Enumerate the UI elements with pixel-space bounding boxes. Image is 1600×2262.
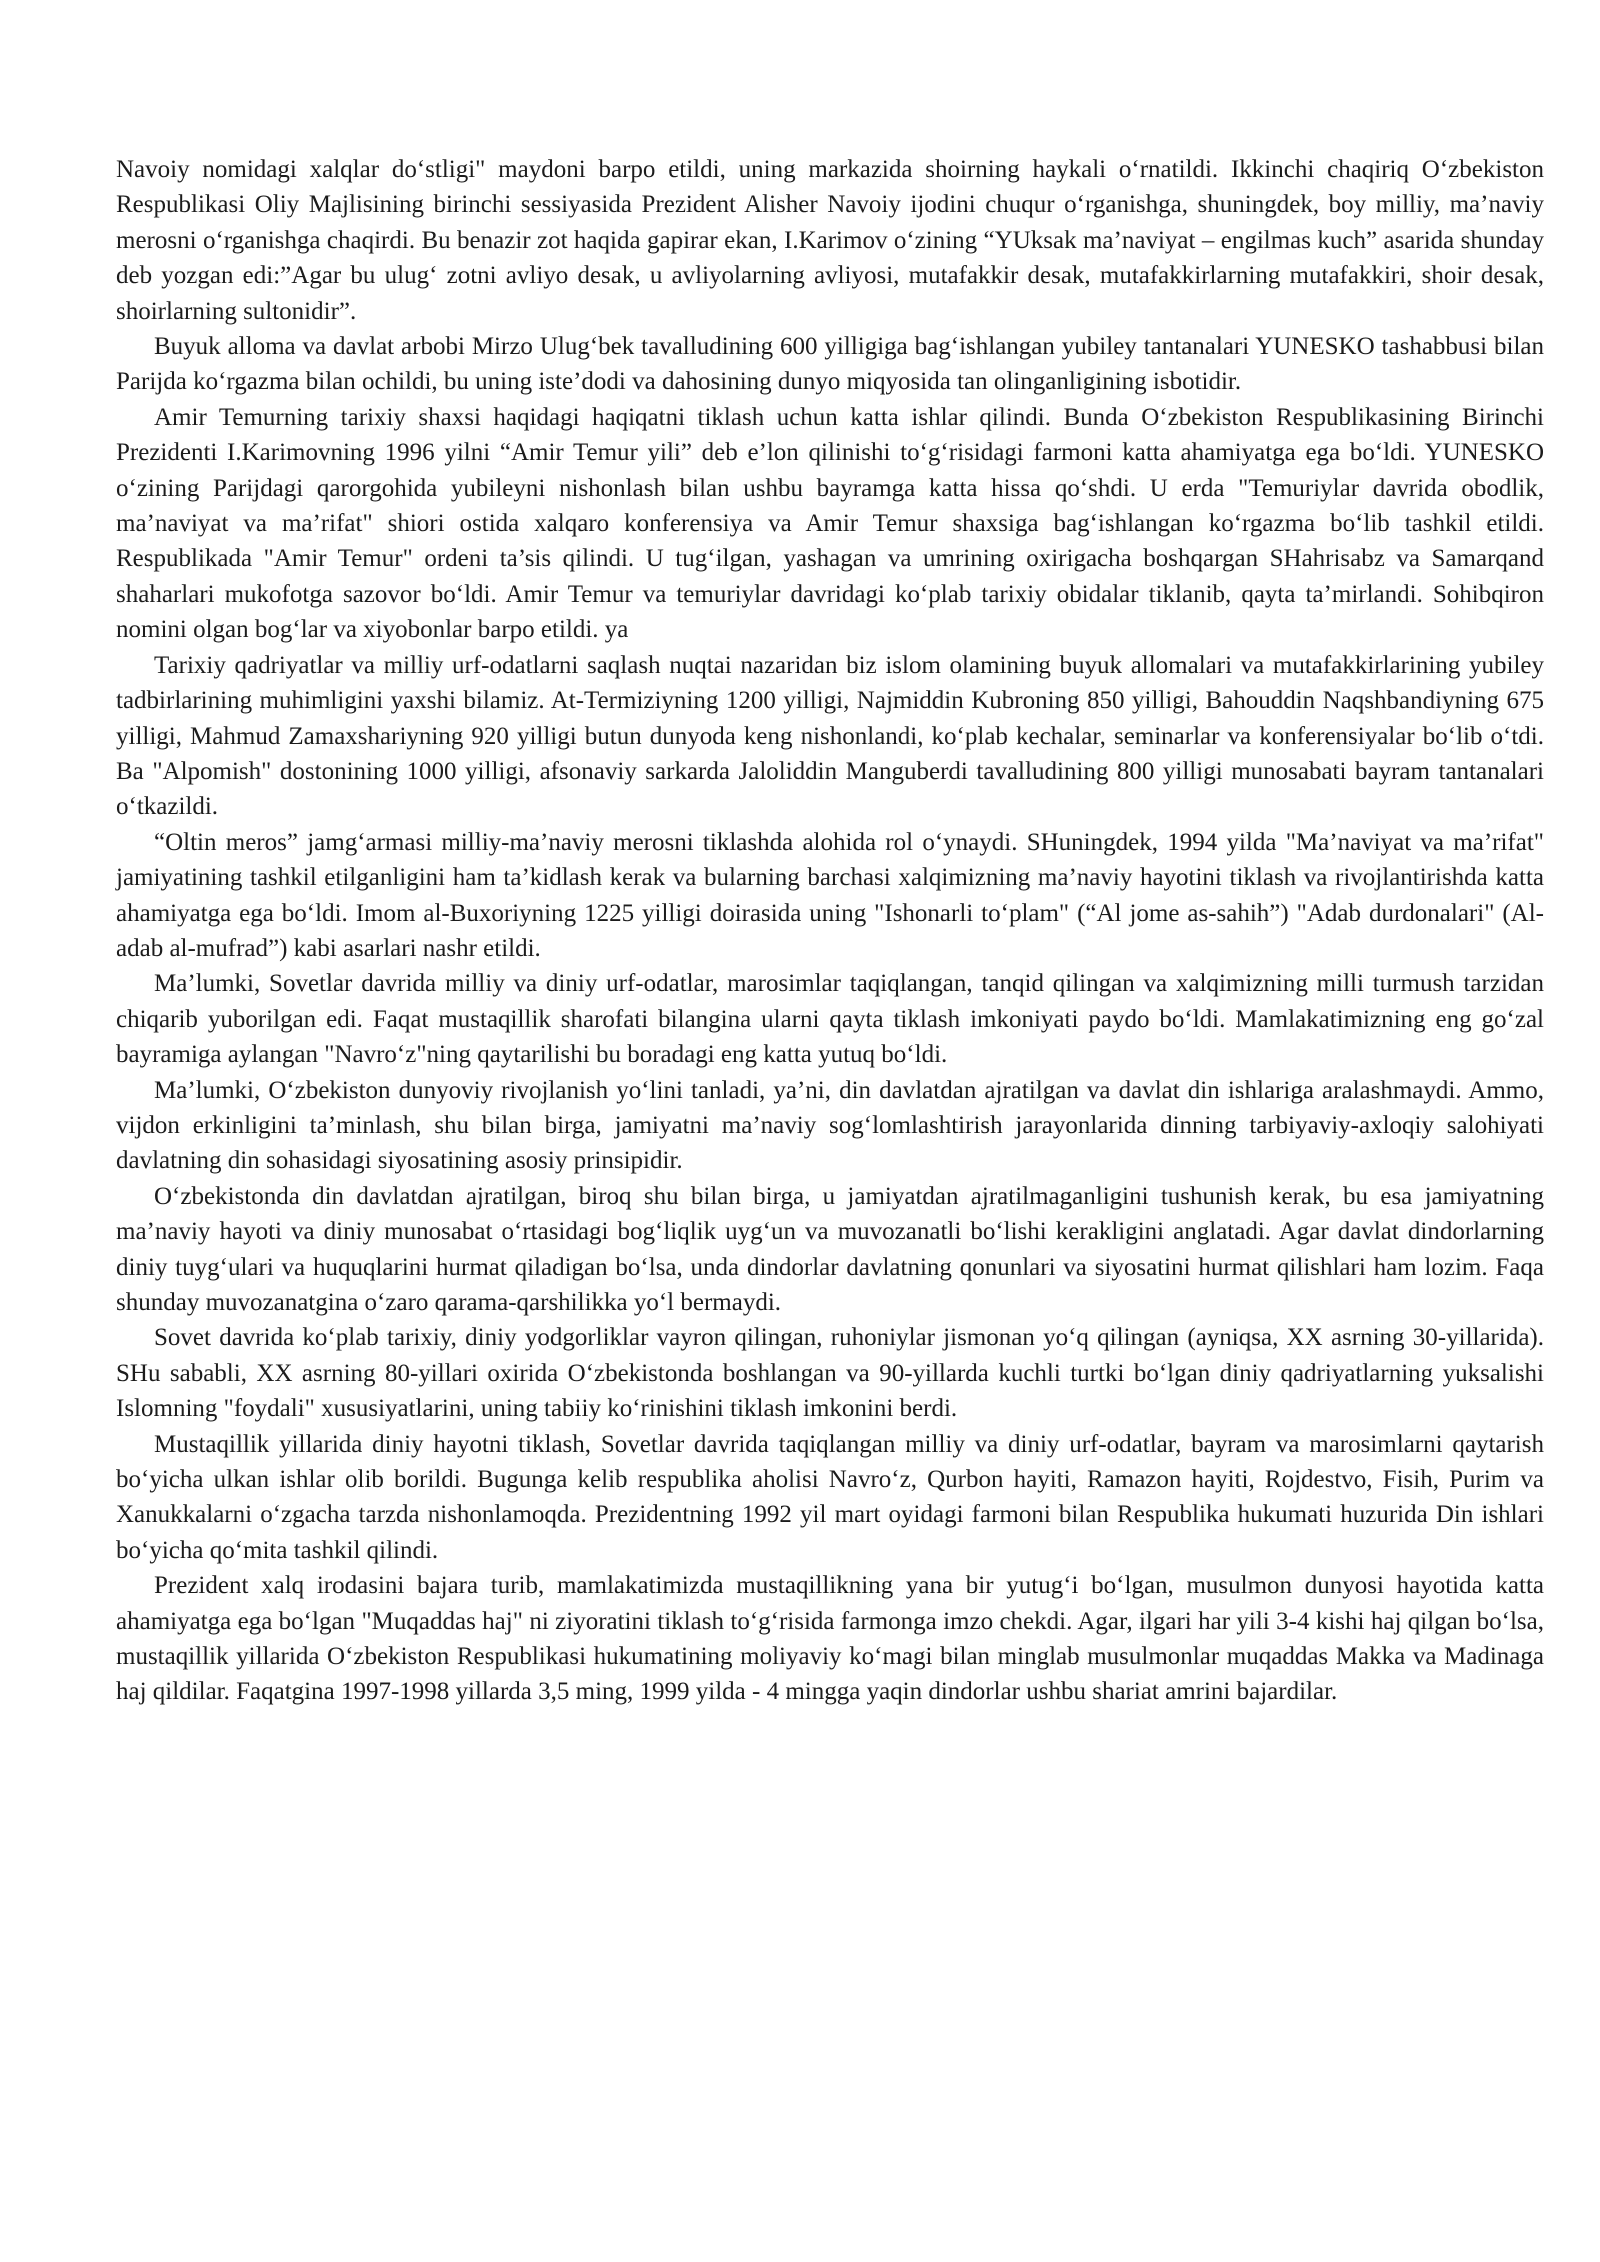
paragraph: Sovet davrida ko‘plab tarixiy, diniy yodgorliklar vayron qilingan, ruhoniylar jismonan yo‘q qilingan (ayniqsa, XX asrning 30-yillarida). SHu sababli, XX asrning 80-yillari oxirida O‘zbekistonda boshlangan va 90-yillarda kuchli turtki bo‘lgan diniy qadriyatlarning yuksalishi Islomning "foydali" xususiyatlarini, uning tabiiy ko‘rinishini tiklash imkonini berdi.: [116, 1324, 1544, 1423]
paragraph: Ma’lumki, Sovetlar davrida milliy va diniy urf-odatlar, marosimlar taqiqlangan, tanqid qilingan va xalqimizning milli turmush tarzidan chiqarib yuborilgan edi. Faqat mustaqillik sharofati bilangina ularni qayta tiklash imkoniyati paydo bo‘ldi. Mamlakatimizning eng go‘zal bayramiga aylangan "Navro‘z"ning qaytarilishi bu boradagi eng katta yutuq bo‘ldi.: [116, 970, 1544, 1069]
paragraph: Mustaqillik yillarida diniy hayotni tiklash, Sovetlar davrida taqiqlangan milliy va diniy urf-odatlar, bayram va marosimlarni qaytarish bo‘yicha ulkan ishlar olib borildi. Bugunga kelib respublika aholisi Navro‘z, Qurbon hayiti, Ramazon hayiti, Rojdestvo, Fisih, Purim va Xanukkalarni o‘zgacha tarzda nishonlamoqda. Prezidentning 1992 yil mart oyidagi farmoni bilan Respublika hukumati huzurida Din ishlari bo‘yicha qo‘mita tashkil qilindi.: [116, 1430, 1544, 1564]
document-body: [116, 152, 1544, 1710]
paragraph: Navoiy nomidagi xalqlar do‘stligi" maydoni barpo etildi, uning markazida shoirning haykali o‘rnatildi. Ikkinchi chaqiriq O‘zbekiston Respublikasi Oliy Majlisining birinchi sessiyasida Prezident Alisher Navoiy ijodini chuqur o‘rganishga, shuningdek, boy milliy, ma’naviy merosni o‘rganishga chaqirdi. Bu benazir zot haqida gapirar ekan, I.Karimov o‘zining “YUksak ma’naviyat – engilmas kuch” asarida shunday deb yozgan edi:”Agar bu ulug‘ zotni avliyo desak, u avliyolarning avliyosi, mutafakkir desak, mutafakkirlarning mutafakkiri, shoir desak, shoirlarning sultonidir”.: [116, 156, 1544, 325]
paragraph: Buyuk alloma va davlat arbobi Mirzo Ulug‘bek tavalludining 600 yilligiga bag‘ishlangan yubiley tantanalari YUNESKO tashabbusi bilan Parijda ko‘rgazma bilan ochildi, bu uning iste’dodi va dahosining dunyo miqyosida tan olinganligining isbotidir.: [116, 333, 1544, 396]
paragraph: Ma’lumki, O‘zbekiston dunyoviy rivojlanish yo‘lini tanladi, ya’ni, din davlatdan ajratilgan va davlat din ishlariga aralashmaydi. Ammo, vijdon erkinligini ta’minlash, shu bilan birga, jamiyatni ma’naviy sog‘lomlashtirish jarayonlarida dinning tarbiyaviy-axloqiy salohiyati davlatning din sohasidagi siyosatining asosiy prinsipidir.: [116, 1076, 1544, 1175]
paragraph: Prezident xalq irodasini bajara turib, mamlakatimizda mustaqillikning yana bir yutug‘i bo‘lgan, musulmon dunyosi hayotida katta ahamiyatga ega bo‘lgan "Muqaddas haj" ni ziyoratini tiklash to‘g‘risida farmonga imzo chekdi. Agar, ilgari har yili 3-4 kishi haj qilgan bo‘lsa, mustaqillik yillarida O‘zbekiston Respublikasi hukumatining moliyaviy ko‘magi bilan minglab musulmonlar muqaddas Makka va Madinaga haj qildilar. Faqatgina 1997-1998 yillarda 3,5 ming, 1999 yilda - 4 mingga yaqin dindorlar ushbu shariat amrini bajardilar.: [116, 1572, 1544, 1706]
paragraph: O‘zbekistonda din davlatdan ajratilgan, biroq shu bilan birga, u jamiyatdan ajratilmaganligini tushunish kerak, bu esa jamiyatning ma’naviy hayoti va diniy munosabat o‘rtasidagi bog‘liqlik uyg‘un va muvozanatli bo‘lishi kerakligini anglatadi. Agar davlat dindorlarning diniy tuyg‘ulari va huquqlarini hurmat qiladigan bo‘lsa, unda dindorlar davlatning qonunlari va siyosatini hurmat qilishlari ham lozim. Faqa shunday muvozanatgina o‘zaro qarama-qarshilikka yo‘l bermaydi.: [116, 1182, 1544, 1316]
paragraph: Amir Temurning tarixiy shaxsi haqidagi haqiqatni tiklash uchun katta ishlar qilindi. Bunda O‘zbekiston Respublikasining Birinchi Prezidenti I.Karimovning 1996 yilni “Amir Temur yili” deb e’lon qilinishi to‘g‘risidagi farmoni katta ahamiyatga ega bo‘ldi. YUNESKO o‘zining Parijdagi qarorgohida yubileyni nishonlash bilan ushbu bayramga katta hissa qo‘shdi. U erda "Temuriylar davrida obodlik, ma’naviyat va ma’rifat" shiori ostida xalqaro konferensiya va Amir Temur shaxsiga bag‘ishlangan ko‘rgazma bo‘lib tashkil etildi. Respublikada "Amir Temur" ordeni ta’sis qilindi. U tug‘ilgan, yashagan va umrining oxirigacha boshqargan SHahrisabz va Samarqand shaharlari mukofotga sazovor bo‘ldi. Amir Temur va temuriylar davridagi ko‘plab tarixiy obidalar tiklanib, qayta ta’mirlandi. Sohibqiron nomini olgan bog‘lar va xiyobonlar barpo etildi. ya: [116, 403, 1544, 644]
paragraph: “Oltin meros” jamg‘armasi milliy-ma’naviy merosni tiklashda alohida rol o‘ynaydi. SHuningdek, 1994 yilda "Ma’naviyat va ma’rifat" jamiyatining tashkil etilganligini ham ta’kidlash kerak va bularning barchasi xalqimizning ma’naviy hayotini tiklash va rivojlantirishda katta ahamiyatga ega bo‘ldi. Imom al-Buxoriyning 1225 yilligi doirasida uning "Ishonarli to‘plam" (“Al jome as-sahih”) "Adab durdonalari" (Al-adab al-mufrad”) kabi asarlari nashr etildi.: [116, 828, 1544, 962]
paragraph: Tarixiy qadriyatlar va milliy urf-odatlarni saqlash nuqtai nazaridan biz islom olamining buyuk allomalari va mutafakkirlarining yubiley tadbirlarining muhimligini yaxshi bilamiz. At-Termiziyning 1200 yilligi, Najmiddin Kubroning 850 yilligi, Bahouddin Naqshbandiyning 675 yilligi, Mahmud Zamaxshariyning 920 yilligi butun dunyoda keng nishonlandi, ko‘plab kechalar, seminarlar va konferensiyalar bo‘lib o‘tdi. Ba "Alpomish" dostonining 1000 yilligi, afsonaviy sarkarda Jaloliddin Manguberdi tavalludining 800 yilligi munosabati bayram tantanalari o‘tkazildi.: [116, 651, 1544, 821]
